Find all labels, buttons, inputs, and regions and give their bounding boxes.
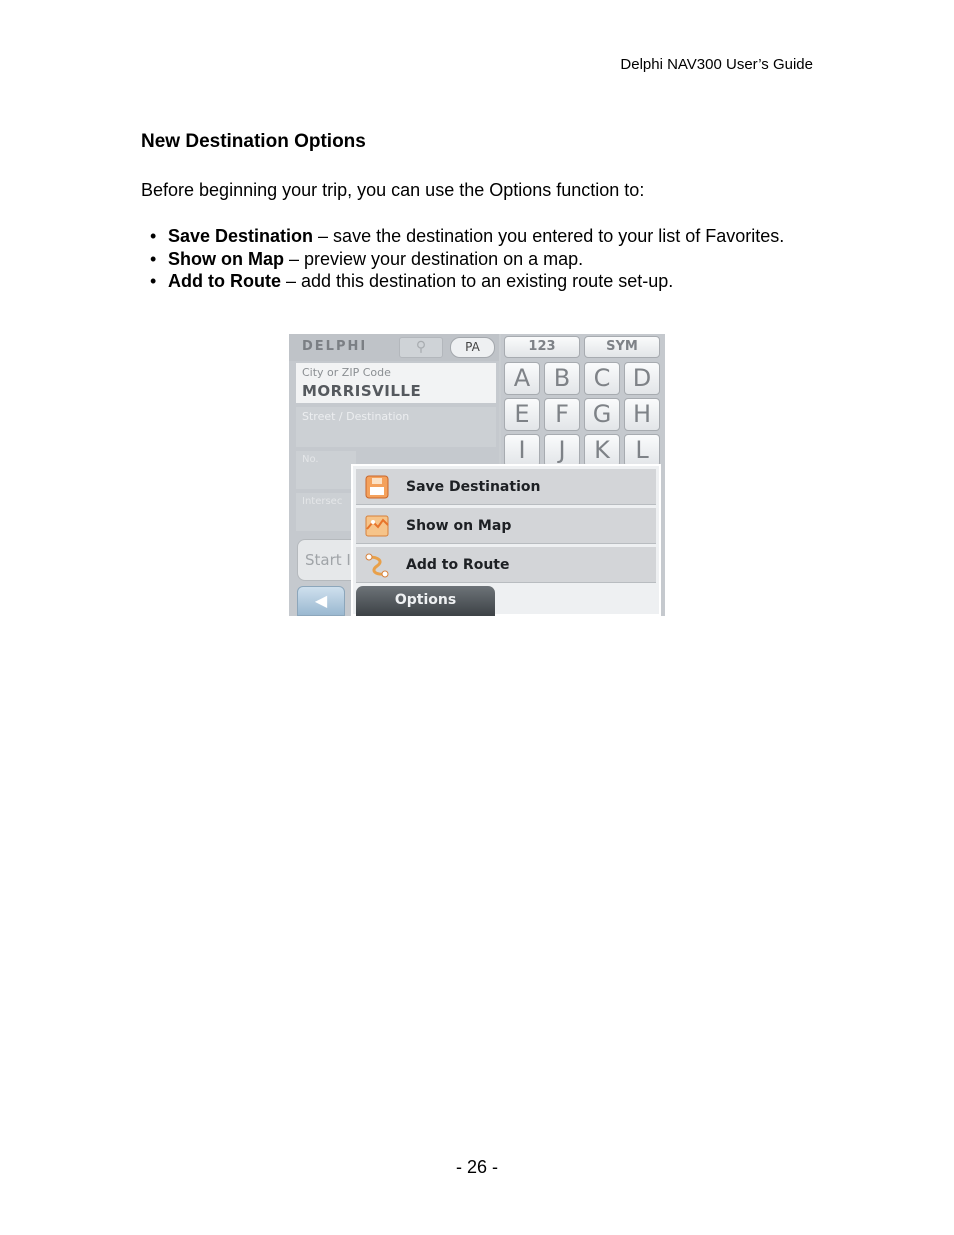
bullet-icon: • bbox=[150, 248, 157, 269]
key-123[interactable]: 123 bbox=[504, 336, 580, 358]
bullet-desc: – save the destination you entered to your list of Favorites. bbox=[313, 226, 785, 246]
show-on-map-label: Show on Map bbox=[406, 518, 512, 534]
key-j[interactable]: J bbox=[544, 434, 580, 467]
key-l[interactable]: L bbox=[624, 434, 660, 467]
add-to-route-item[interactable] bbox=[356, 547, 656, 583]
list-item bbox=[150, 270, 784, 293]
bullet-icon: • bbox=[150, 271, 157, 291]
save-destination-label: Save Destination bbox=[406, 479, 541, 495]
back-button[interactable] bbox=[297, 586, 345, 616]
map-icon bbox=[364, 513, 390, 539]
street-label: Street / Destination bbox=[302, 410, 410, 423]
save-destination-icon bbox=[364, 474, 390, 500]
intersection-field[interactable] bbox=[296, 493, 356, 531]
state-button[interactable]: PA bbox=[450, 337, 495, 358]
delphi-logo: DELPHI bbox=[302, 339, 368, 354]
city-field[interactable] bbox=[296, 363, 496, 403]
device-screenshot bbox=[289, 334, 665, 616]
key-h[interactable]: H bbox=[624, 398, 660, 431]
search-icon: ⚲ bbox=[415, 339, 427, 355]
key-f[interactable]: F bbox=[544, 398, 580, 431]
key-d[interactable]: D bbox=[624, 362, 660, 395]
street-field[interactable] bbox=[296, 407, 496, 447]
key-g[interactable]: G bbox=[584, 398, 620, 431]
bullet-term: Add to Route bbox=[168, 271, 281, 291]
key-b[interactable]: B bbox=[544, 362, 580, 395]
back-arrow-icon: ◀ bbox=[314, 591, 328, 610]
show-on-map-item[interactable] bbox=[356, 508, 656, 544]
key-sym[interactable]: SYM bbox=[584, 336, 660, 358]
add-to-route-label: Add to Route bbox=[406, 557, 510, 573]
route-icon bbox=[364, 552, 390, 578]
bullet-term: Show on Map bbox=[168, 248, 284, 269]
bullet-term: Save Destination bbox=[168, 226, 314, 246]
city-value: MORRISVILLE bbox=[302, 382, 422, 400]
house-number-field[interactable] bbox=[296, 451, 356, 489]
key-e[interactable]: E bbox=[504, 398, 540, 431]
bullet-icon: • bbox=[150, 226, 157, 246]
bullet-desc: – add this destination to an existing route set-up. bbox=[280, 271, 674, 291]
page-number: - 26 - bbox=[455, 1157, 498, 1177]
key-c[interactable]: C bbox=[584, 362, 620, 395]
key-a[interactable]: A bbox=[504, 362, 540, 395]
city-label: City or ZIP Code bbox=[302, 366, 391, 379]
list-item bbox=[150, 248, 784, 271]
search-button[interactable] bbox=[399, 337, 443, 358]
house-number-label: No. bbox=[302, 454, 319, 465]
key-k[interactable]: K bbox=[584, 434, 620, 467]
key-i[interactable]: I bbox=[504, 434, 540, 467]
intro-paragraph: Before beginning your trip, you can use the Options function to: bbox=[141, 180, 645, 200]
options-button[interactable]: Options bbox=[356, 586, 495, 616]
list-item bbox=[150, 225, 784, 248]
start-button[interactable]: Start I bbox=[297, 539, 359, 581]
save-destination-item[interactable] bbox=[356, 469, 656, 505]
document-header: Delphi NAV300 User’s Guide bbox=[620, 56, 813, 73]
section-title: New Destination Options bbox=[141, 131, 366, 152]
intersection-label: Intersec bbox=[302, 496, 343, 507]
top-bar bbox=[289, 334, 499, 361]
option-list bbox=[150, 225, 784, 293]
bullet-desc: – preview your destination on a map. bbox=[284, 248, 584, 269]
